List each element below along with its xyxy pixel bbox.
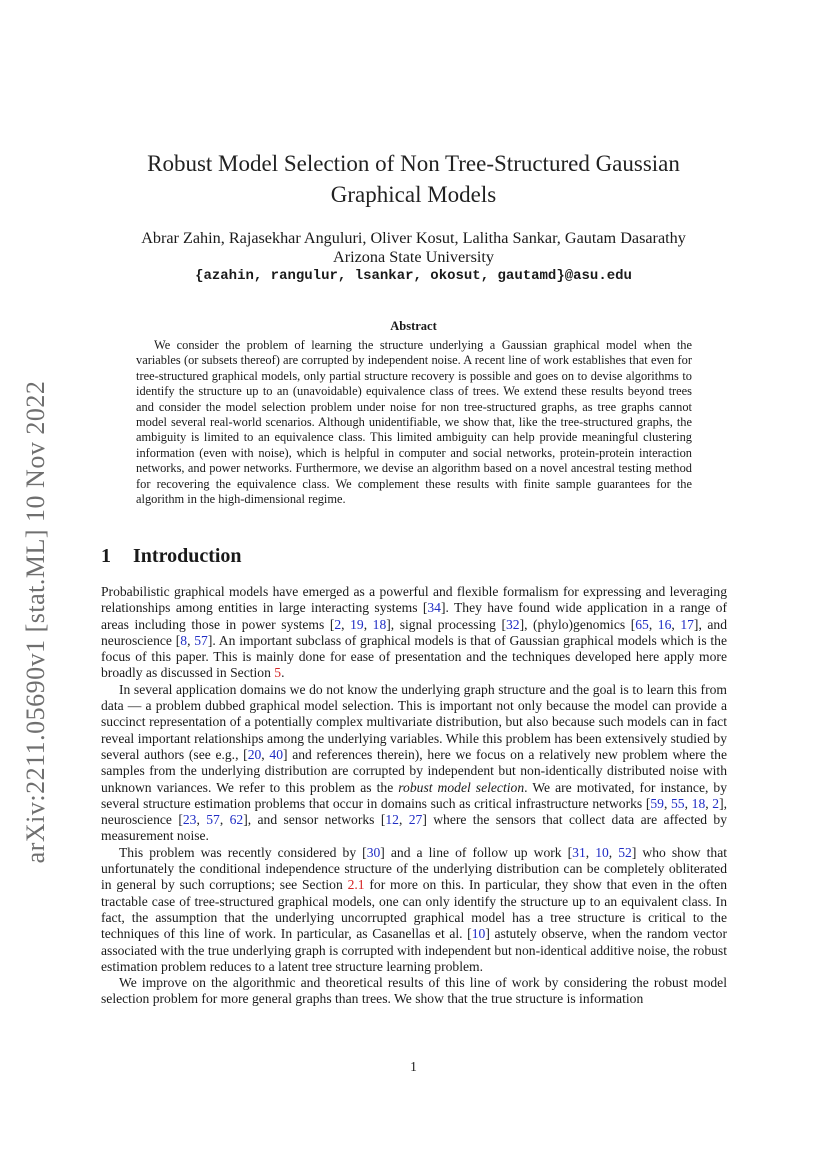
paragraph-4: We improve on the algorithmic and theoretical results of this line of work by considering the robust model selection problem for more general graphs than trees. We show that the true structure is information bbox=[101, 975, 727, 1007]
citation-link[interactable]: 8 bbox=[180, 632, 188, 648]
section-title: Introduction bbox=[133, 545, 242, 567]
citation-link[interactable]: 18 bbox=[691, 795, 706, 811]
citation-link[interactable]: 10 bbox=[595, 844, 609, 860]
citation-link[interactable]: 52 bbox=[618, 844, 632, 860]
citation-link[interactable]: 12 bbox=[385, 812, 399, 828]
citation-link[interactable]: 23 bbox=[182, 812, 197, 828]
paragraph-1: Probabilistic graphical models have emerged as a powerful and flexible formalism for expressing and leveraging relationships among entities in large interacting systems [34]. They have found wide application in a range of areas including those in power systems [2, 19, 18], signal processing [32], (phylo)genomics [65, 16, 17], and neuroscience [8, 57]. An important subclass of graphical models is that of Gaussian graphical models which is the focus of this paper. This is mainly done for ease of presentation and the techniques developed here apply more broadly as discussed in Section 5. bbox=[101, 584, 728, 681]
author-emails: {azahin, rangulur, lsankar, okosut, gautamd}@asu.edu bbox=[195, 268, 632, 284]
affiliation: Arizona State University bbox=[333, 248, 494, 266]
emphasis-term: robust model selection bbox=[398, 779, 525, 795]
citation-link[interactable]: 10 bbox=[471, 926, 486, 942]
citation-link[interactable]: 2 bbox=[712, 795, 720, 811]
paper-title bbox=[100, 148, 727, 210]
abstract-heading: Abstract bbox=[390, 319, 437, 333]
page-number: 1 bbox=[410, 1059, 417, 1074]
paragraph-3: This problem was recently considered by [30] and a line of follow up work [31, 10, 52] who show that unfortunately the conditional independence structure of the underlying distribution can be completely obliterated in general by such corruptions; see Section 2.1 for more on this. In particular, they show that even in the often tractable case of tree-structured graphical models, one can only identify the structure up to an equivalent class. In fact, the assumption that the underlying uncorrupted graphical model has a tree structure is critical to the techniques of this line of work. In particular, as Casanellas et al. [10] astutely observe, when the random vector associated with the true underlying graph is corrupted with independent but non-identical additive noise, the robust estimation problem reduces to a latent tree structure learning problem. bbox=[101, 844, 728, 974]
citation-link[interactable]: 57 bbox=[206, 812, 220, 828]
citation-link[interactable]: 57 bbox=[194, 632, 208, 648]
section-reference-link[interactable]: 5 bbox=[274, 665, 282, 681]
arxiv-stamp bbox=[18, 352, 54, 892]
title-line-2: Graphical Models bbox=[330, 182, 497, 207]
citation-link[interactable]: 31 bbox=[572, 844, 586, 860]
citation-link[interactable]: 62 bbox=[229, 812, 244, 828]
citation-link[interactable]: 55 bbox=[671, 795, 685, 811]
citation-link[interactable]: 34 bbox=[427, 600, 441, 616]
citation-link[interactable]: 18 bbox=[372, 616, 387, 632]
paragraph-2: In several application domains we do not know the underlying graph structure and the goal is to learn this from data — a problem dubbed graphical model selection. This is important not only because the model can provide a succinct representation of a potentially complex multivariate distribution, but also because such models can in fact reveal important relationships among the underlying variables. While this problem has been extensively studied by several authors (see e.g., [20, 40] and references therein), here we focus on a relatively new problem where the samples from the underlying distribution are corrupted by independent but non-identically distributed noise with unknown variances. We refer to this problem as the robust model selection. We are motivated, for instance, by several structure estimation problems that occur in domains such as critical infrastructure networks [59, 55, 18, 2], neuroscience [23, 57, 62], and sensor networks [12, 27] where the sensors that collect data are affected by measurement noise. bbox=[101, 681, 728, 844]
section-number: 1 bbox=[101, 545, 111, 567]
citation-link[interactable]: 65 bbox=[635, 616, 649, 632]
citation-link[interactable]: 27 bbox=[408, 812, 423, 828]
citation-link[interactable]: 40 bbox=[269, 746, 283, 762]
title-line-1: Robust Model Selection of Non Tree-Structured Gaussian bbox=[147, 151, 680, 176]
citation-link[interactable]: 20 bbox=[247, 746, 262, 762]
citation-link[interactable]: 32 bbox=[505, 616, 520, 632]
citation-link[interactable]: 2 bbox=[334, 616, 342, 632]
arxiv-stamp-text: arXiv:2211.05690v1 [stat.ML] 10 Nov 2022 bbox=[21, 380, 50, 864]
author-list: Abrar Zahin, Rajasekhar Anguluri, Oliver Kosut, Lalitha Sankar, Gautam Dasarathy bbox=[141, 229, 686, 247]
introduction-body bbox=[101, 584, 727, 1008]
citation-link[interactable]: 17 bbox=[680, 616, 694, 632]
citation-link[interactable]: 19 bbox=[350, 616, 364, 632]
citation-link[interactable]: 59 bbox=[650, 795, 664, 811]
abstract-text: We consider the problem of learning the structure underlying a Gaussian graphical model when the variables (or subsets thereof) are corrupted by independent noise. A recent line of work establishes that even for tree-structured graphical models, only partial structure recovery is possible and goes on to devise algorithms to identify the structure up to an (unavoidable) equivalence class of trees. We extend these results beyond trees and consider the model selection problem under noise for non tree-structured graphs, as tree graphs cannot model several real-world scenarios. Although unidentifiable, we show that, like the tree-structured graphs, the ambiguity is limited to an equivalence class. This limited ambiguity can help provide meaningful clustering information (even with noise), which is helpful in computer and social networks, protein-protein interaction networks, and power networks. Furthermore, we devise an algorithm based on a novel ancestral testing method for recovering the equivalence class. We complement these results with finite sample guarantees for the algorithm in the high-dimensional regime. bbox=[136, 338, 692, 507]
section-heading bbox=[101, 545, 242, 568]
citation-link[interactable]: 16 bbox=[657, 616, 672, 632]
section-reference-link[interactable]: 2.1 bbox=[347, 877, 365, 893]
citation-link[interactable]: 30 bbox=[366, 844, 381, 860]
